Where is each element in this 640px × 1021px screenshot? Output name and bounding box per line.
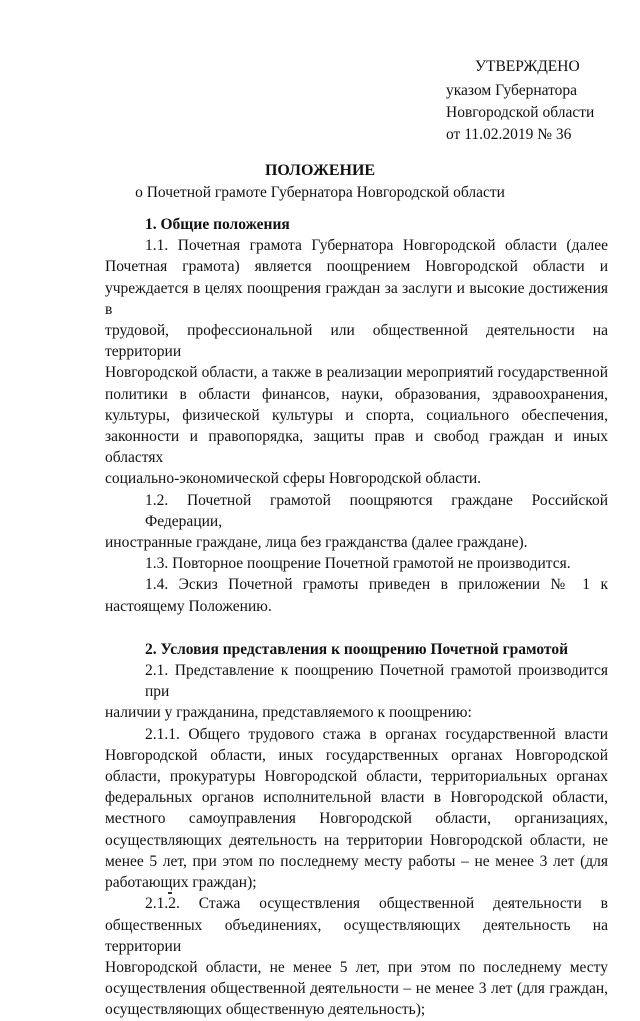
text-line: настоящему Положению.: [105, 597, 272, 615]
text-line: законности и правопорядка, защиты прав и свобод граждан и иных областях: [105, 428, 608, 467]
text-line: иностранные граждане, лица без гражданства (далее граждане).: [105, 534, 528, 552]
approval-line: от 11.02.2019 № 36: [446, 126, 572, 143]
text-line: области, прокуратуры Новгородской области, территориальных органах: [105, 768, 608, 786]
paragraph-1-2: [105, 490, 608, 554]
document-subtitle: о Почетной грамоте Губернатора Новгородской области: [135, 184, 505, 201]
scan-mark: [168, 892, 172, 894]
text-line: 1.3. Повторное поощрение Почетной грамотой не производится.: [145, 555, 571, 573]
text-line: политики в области финансов, науки, образования, здравоохранения,: [105, 385, 608, 403]
text-line: Новгородской области, а также в реализации мероприятий государственной: [105, 364, 608, 382]
text-line: 2.1.1. Общего трудового стажа в органах государственной власти: [145, 725, 608, 743]
paragraph-2-1: [105, 660, 608, 724]
document-title: ПОЛОЖЕНИЕ: [264, 162, 376, 179]
text-line: Новгородской области, не менее 5 лет, при этом по последнему месту: [105, 958, 608, 976]
text-line: наличии у гражданина, представляемого к поощрению:: [105, 704, 472, 722]
approved-label: УТВЕРЖДЕНО: [475, 58, 580, 75]
text-line: осуществляющих общественную деятельность);: [105, 1001, 426, 1019]
section-heading: 1. Общие положения: [145, 216, 290, 233]
text-line: федеральных органов исполнительной власти в Новгородской области,: [105, 789, 608, 807]
text-line: учреждается в целях поощрения граждан за заслуги и высокие достижения в: [105, 279, 608, 318]
text-line: менее 5 лет, при этом по последнему месту работы – не менее 3 лет (для: [105, 852, 608, 870]
text-line: осуществления общественной деятельности – не менее 3 лет (для граждан,: [105, 980, 608, 998]
section-heading: 2. Условия представления к поощрению Почетной грамотой: [145, 640, 568, 658]
text-line: местного самоуправления Новгородской области, организациях,: [105, 810, 608, 828]
text-line: 1.2. Почетной грамотой поощряются граждане Российской Федерации,: [145, 491, 608, 530]
text-line: 1.1. Почетная грамота Губернатора Новгородской области (далее: [145, 237, 608, 255]
text-line: Почетная грамота) является поощрением Новгородской области и: [105, 258, 608, 276]
text-line: культуры, физической культуры и спорта, социального обеспечения,: [105, 406, 608, 424]
text-line: 2.1.2. Стажа осуществления общественной деятельности в: [145, 895, 608, 913]
paragraph-1-3: [105, 553, 608, 574]
approval-line: Новгородской области: [446, 104, 595, 121]
text-line: 2.1. Представление к поощрению Почетной грамотой производится при: [145, 662, 608, 701]
text-line: 1.4. Эскиз Почетной грамоты приведен в приложении № 1 к: [145, 576, 608, 594]
text-line: трудовой, профессиональной или общественной деятельности на территории: [105, 322, 608, 361]
text-line: осуществляющих деятельность на территории Новгородской области, не: [105, 831, 608, 849]
paragraph-2-1-1: [105, 724, 608, 894]
document-body: [105, 214, 608, 1021]
text-line: социально-экономической сферы Новгородской области.: [105, 470, 482, 488]
paragraph-2-1-2: [105, 893, 608, 1020]
paragraph-1-1: [105, 235, 608, 489]
paragraph-1-4: [105, 574, 608, 616]
section-spacer: [105, 617, 608, 639]
approval-line: указом Губернатора: [446, 82, 578, 99]
approval-stamp: [446, 56, 594, 146]
text-line: общественных объединениях, осуществляющих деятельность на территории: [105, 916, 608, 955]
text-line: Новгородской области, иных государственных органах Новгородской: [105, 746, 608, 764]
text-line: работающих граждан);: [105, 874, 257, 892]
